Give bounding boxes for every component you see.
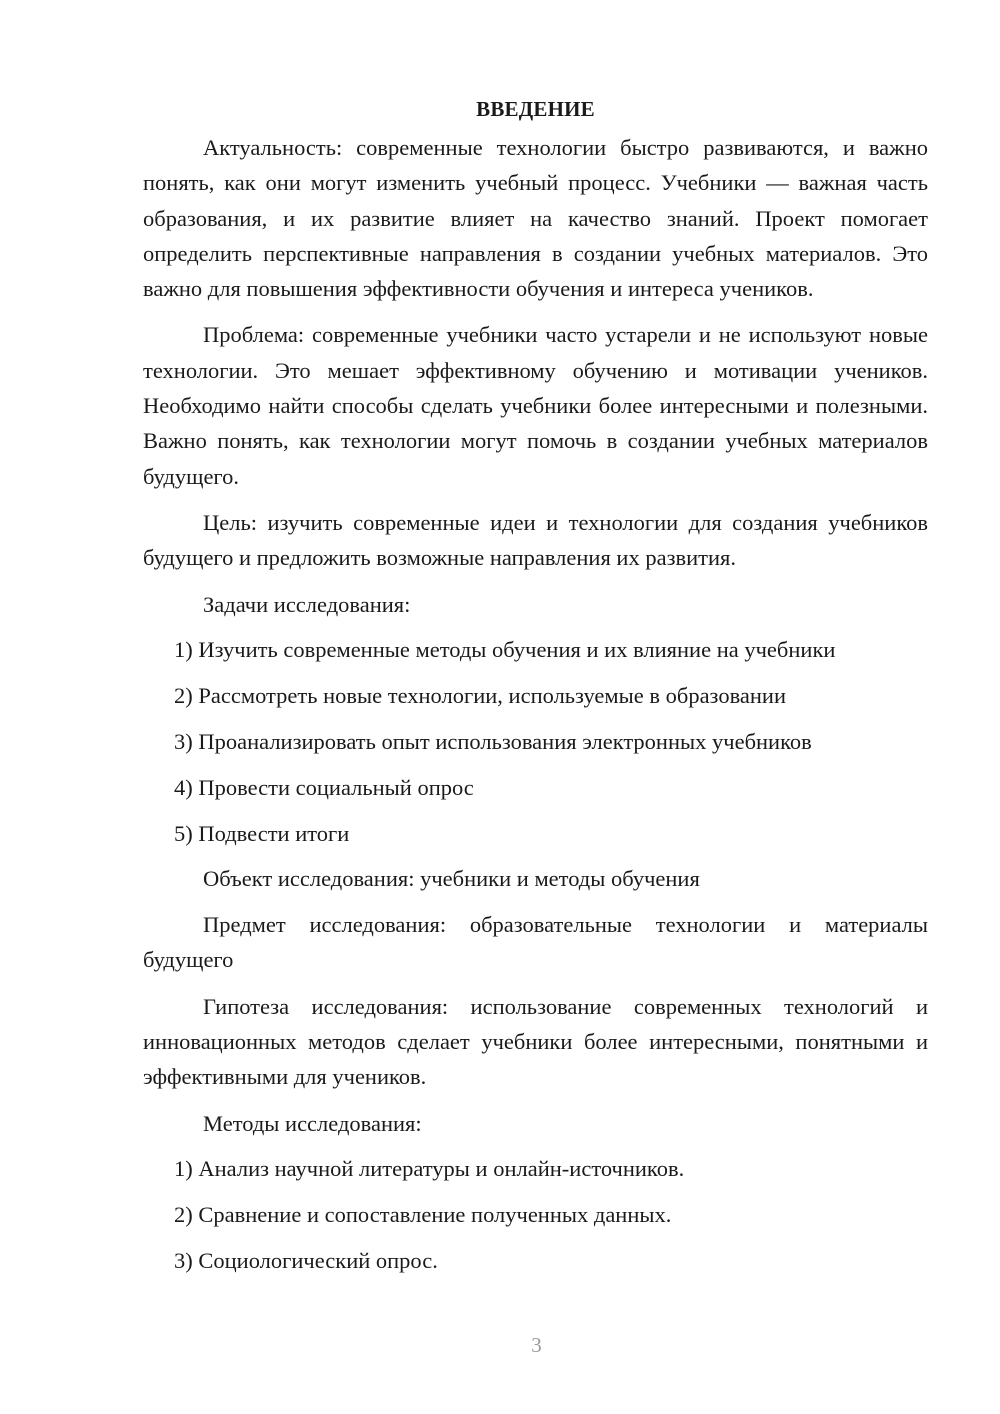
subject-paragraph: Предмет исследования: образовательные технологии и материалы будущего xyxy=(143,912,928,973)
hypothesis-paragraph: Гипотеза исследования: использование современных технологий и инновационных методов сделает учебники более интересными, понятными и эффективными для учеников. xyxy=(143,993,928,1090)
method-item: 3) Социологический опрос. xyxy=(174,1248,438,1274)
task-item: 1) Изучить современные методы обучения и их влияние на учебники xyxy=(174,637,836,663)
tasks-heading: Задачи исследования: xyxy=(203,591,411,617)
task-item: 3) Проанализировать опыт использования электронных учебников xyxy=(174,728,812,754)
goal-paragraph: Цель: изучить современные идеи и технологии для создания учебников будущего и предложить возможные направления их развития. xyxy=(143,509,928,571)
method-item: 1) Анализ научной литературы и онлайн-источников. xyxy=(174,1156,685,1182)
page-number: 3 xyxy=(531,1333,542,1357)
task-item: 2) Рассмотреть новые технологии, используемые в образовании xyxy=(174,683,787,709)
page-content xyxy=(143,92,928,1289)
section-title: ВВЕДЕНИЕ xyxy=(476,97,595,121)
relevance-paragraph: Актуальность: современные технологии быстро развиваются, и важно понять, как они могут изменить учебный процесс. Учебники — важная часть образования, и их развитие влияет на качество знаний. Проект помогает определить перспективные направления в создании учебных материалов. Это важно для повышения эффективности обучения и интереса учеников. xyxy=(143,135,928,302)
task-item: 4) Провести социальный опрос xyxy=(174,774,474,800)
object-paragraph: Объект исследования: учебники и методы обучения xyxy=(203,866,700,892)
methods-heading: Методы исследования: xyxy=(203,1110,422,1136)
method-item: 2) Сравнение и сопоставление полученных данных. xyxy=(174,1202,672,1228)
problem-paragraph: Проблема: современные учебники часто устарели и не используют новые технологии. Это мешает эффективному обучению и мотивации учеников. Необходимо найти способы сделать учебники более интересными и полезными. Важно понять, как технологии могут помочь в создании учебных материалов будущего. xyxy=(143,322,928,489)
task-item: 5) Подвести итоги xyxy=(174,820,350,846)
